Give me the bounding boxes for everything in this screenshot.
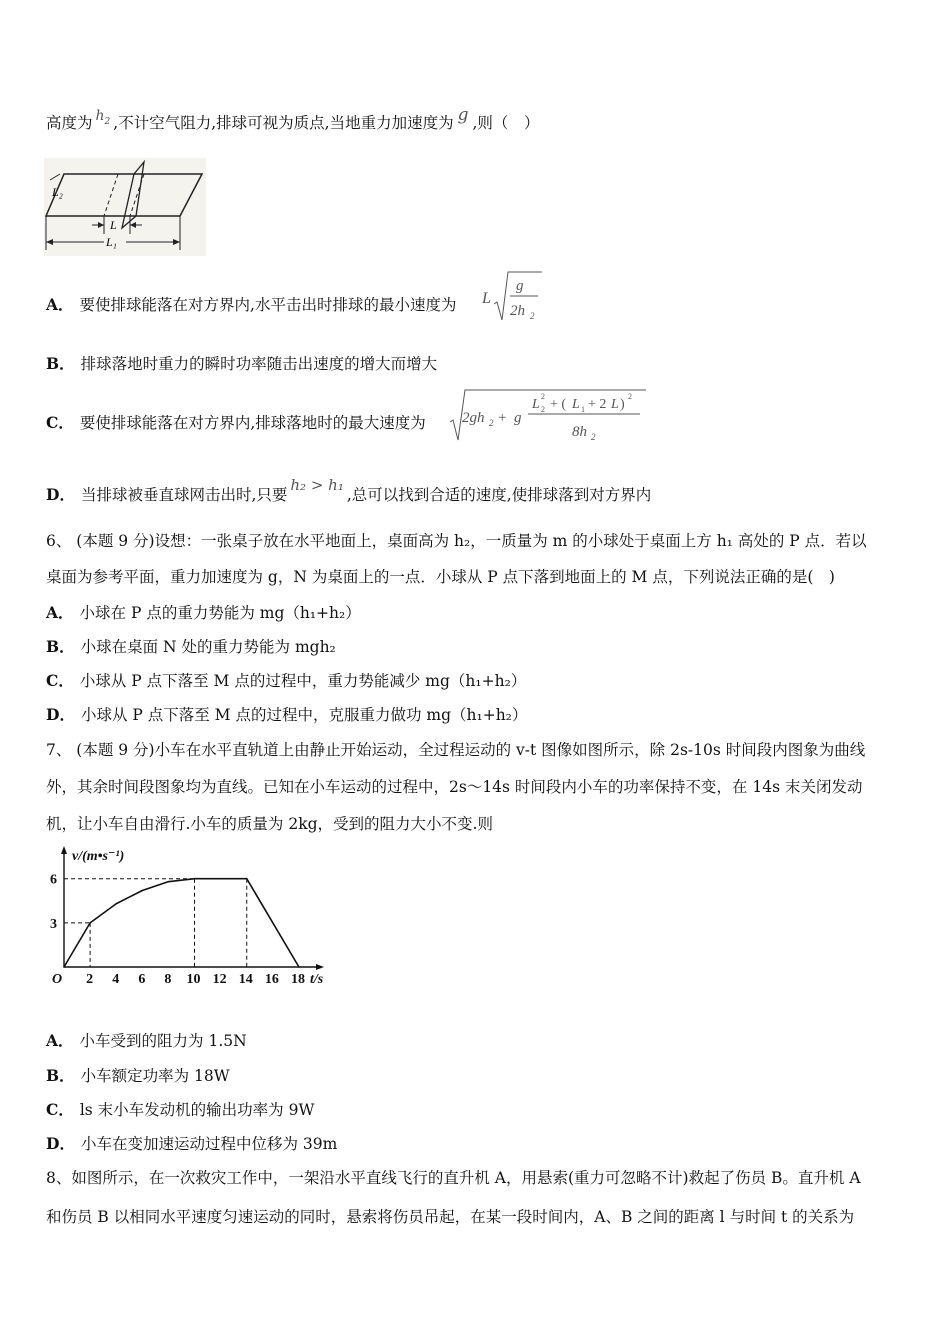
svg-text:): ) [620,397,625,412]
svg-text:2: 2 [530,311,535,321]
x-tick-label: 10 [186,972,201,987]
svg-text:L: L [482,290,491,307]
option-letter: A． [46,603,74,622]
data-point [168,881,170,883]
svg-text:+: + [498,410,507,426]
x-tick-label: 14 [238,972,253,987]
svg-text:g: g [516,278,524,294]
q5-intro [46,105,540,141]
option-letter: A． [46,1031,74,1050]
q7-option-d [46,1133,337,1155]
option-letter: B． [46,354,75,373]
court-label-L: L [110,218,117,232]
q5-option-c-formula [448,386,648,446]
q7-option-b [46,1065,230,1087]
q8-line1: 8、如图所示，在一次救灾工作中，一架沿水平直线飞行的直升机 A，用悬索(重力可忽略不计)救起了伤员 B。直升机 A [46,1169,861,1187]
g-symbol: g [457,105,469,125]
x-tick-label: 4 [112,972,120,987]
court-label-L2: L₂ [52,185,63,199]
svg-text:√(2gh₂ + g(L₂² + (L₁ + 2L)²)/8: √(2gh₂ + g(L₂² + (L₁ + 2L)²)/8h₂) [448,386,462,387]
chart-ylabel: v/(m•s⁻¹) [72,849,125,864]
option-text: 小车受到的阻力为 1.5N [79,1032,247,1050]
svg-text:L: L [572,397,580,412]
q6-line1: 6、 (本题 9 分)设想：一张桌子放在水平地面上，桌面高为 h₂，一质量为 m 的小球处于桌面上方 h₁ 高处的 P 点．若以 [46,532,867,550]
q5-option-c [46,412,426,434]
svg-text:2: 2 [591,432,596,442]
chart-xlabel: t/s [310,972,324,987]
option-text: ls 末小车发动机的输出功率为 9W [79,1101,315,1119]
q6-option-d [46,704,527,726]
data-point [246,878,248,880]
option-letter: D． [46,485,75,504]
x-tick-label: 18 [290,972,305,987]
svg-text:L: L [532,397,540,412]
q7-option-a [46,1030,247,1052]
svg-text:2gh: 2gh [462,410,485,426]
q7-line3: 机，让小车自由滑行.小车的质量为 2kg，受到的阻力大小不变.则 [46,815,493,833]
court-label-L1: L₁ [106,235,117,249]
q8-line2: 和伤员 B 以相同水平速度匀速运动的同时，悬索将伤员吊起，在某一段时间内，A、B 之间的距离 l 与时间 t 的关系为 [46,1208,855,1226]
vt-chart [44,842,334,992]
data-point [89,922,91,924]
data-point [298,966,300,968]
q5-option-d [46,476,652,506]
svg-text:2: 2 [628,392,632,401]
svg-text:+ 2: + 2 [588,397,607,412]
chart-origin-label: O [52,972,63,987]
q7-option-c [46,1099,314,1121]
svg-text:1: 1 [581,405,585,414]
option-text-before: 当排球被垂直球网击出时,只要 [80,486,288,504]
svg-text:g: g [514,410,522,426]
q5-option-a [46,294,456,316]
option-text-after: ,总可以找到合适的速度,使排球落到对方界内 [346,486,652,504]
svg-text:2: 2 [541,392,545,401]
data-point [142,890,144,892]
q6-option-b [46,636,336,658]
y-tick-label: 3 [50,916,57,932]
x-tick-label: 2 [86,972,94,987]
option-letter: B． [46,637,75,656]
svg-text:2: 2 [541,405,545,414]
option-letter: C． [46,671,74,690]
q6-line2: 桌面为参考平面，重力加速度为 g，N 为桌面上的一点．小球从 P 点下落到地面上的 M 点，下列说法正确的是( ) [46,568,835,586]
option-letter: C． [46,1100,74,1119]
option-text: 要使排球能落在对方界内,排球落地时的最大速度为 [79,414,426,432]
q5-intro-part1: 高度为 [46,114,93,132]
svg-text:2: 2 [489,418,494,428]
svg-text:8h: 8h [572,424,587,440]
x-axis-arrow [316,964,324,970]
y-tick-label: 6 [50,872,57,888]
q6-option-c [46,670,526,692]
q5-intro-part3: ,则（ ） [472,114,540,132]
option-text: 小球在桌面 N 处的重力势能为 mgh₂ [80,638,336,656]
x-tick-label: 12 [212,972,227,987]
q7-line2: 外，其余时间段图象均为直线。已知在小车运动的过程中，2s～14s 时间段内小车的功率保持不变，在 14s 末关闭发动 [46,778,863,796]
option-letter: B． [46,1066,75,1085]
x-tick-label: 6 [138,972,146,987]
option-letter: D． [46,705,75,724]
data-point [194,878,196,880]
y-axis-arrow [61,846,67,854]
q6-option-a [46,602,361,624]
option-letter: D． [46,1134,75,1153]
data-point [115,903,117,905]
option-letter: C． [46,413,74,432]
q7-line1: 7、 (本题 9 分)小车在水平直轨道上由静止开始运动，全过程运动的 v-t 图像如图所示，除 2s-10s 时间段内图象为曲线 [46,741,866,759]
option-text: 小车额定功率为 18W [80,1067,230,1085]
q5-option-b [46,353,437,375]
svg-text:2h: 2h [510,303,525,319]
q5-intro-part2: ,不计空气阻力,排球可视为质点,当地重力加速度为 [113,114,454,132]
option-text: 小球从 P 点下落至 M 点的过程中，克服重力做功 mg（h₁+h₂） [80,706,528,724]
series-line-v [64,879,299,967]
q5-option-d-formula: h₂ > h₁ [290,476,344,494]
option-text: 要使排球能落在对方界内,水平击出时排球的最小速度为 [79,296,457,314]
svg-text:L: L [611,397,619,412]
option-text: 小车在变加速运动过程中位移为 39m [80,1135,338,1153]
volleyball-court-figure [44,158,206,256]
data-point [63,966,65,968]
x-tick-label: 16 [264,972,279,987]
option-text: 排球落地时重力的瞬时功率随击出速度的增大而增大 [80,355,438,373]
q5-option-a-formula [482,268,546,330]
h2-symbol: $h_2$ [95,108,111,127]
svg-text:+ (: + ( [550,397,567,412]
x-tick-label: 8 [164,972,172,987]
svg-text:L√(g/2h₂): L√(g/2h₂) [482,268,486,269]
option-text: 小球从 P 点下落至 M 点的过程中，重力势能减少 mg（h₁+h₂） [79,672,527,690]
option-letter: A． [46,295,74,314]
option-text: 小球在 P 点的重力势能为 mg（h₁+h₂） [79,604,361,622]
